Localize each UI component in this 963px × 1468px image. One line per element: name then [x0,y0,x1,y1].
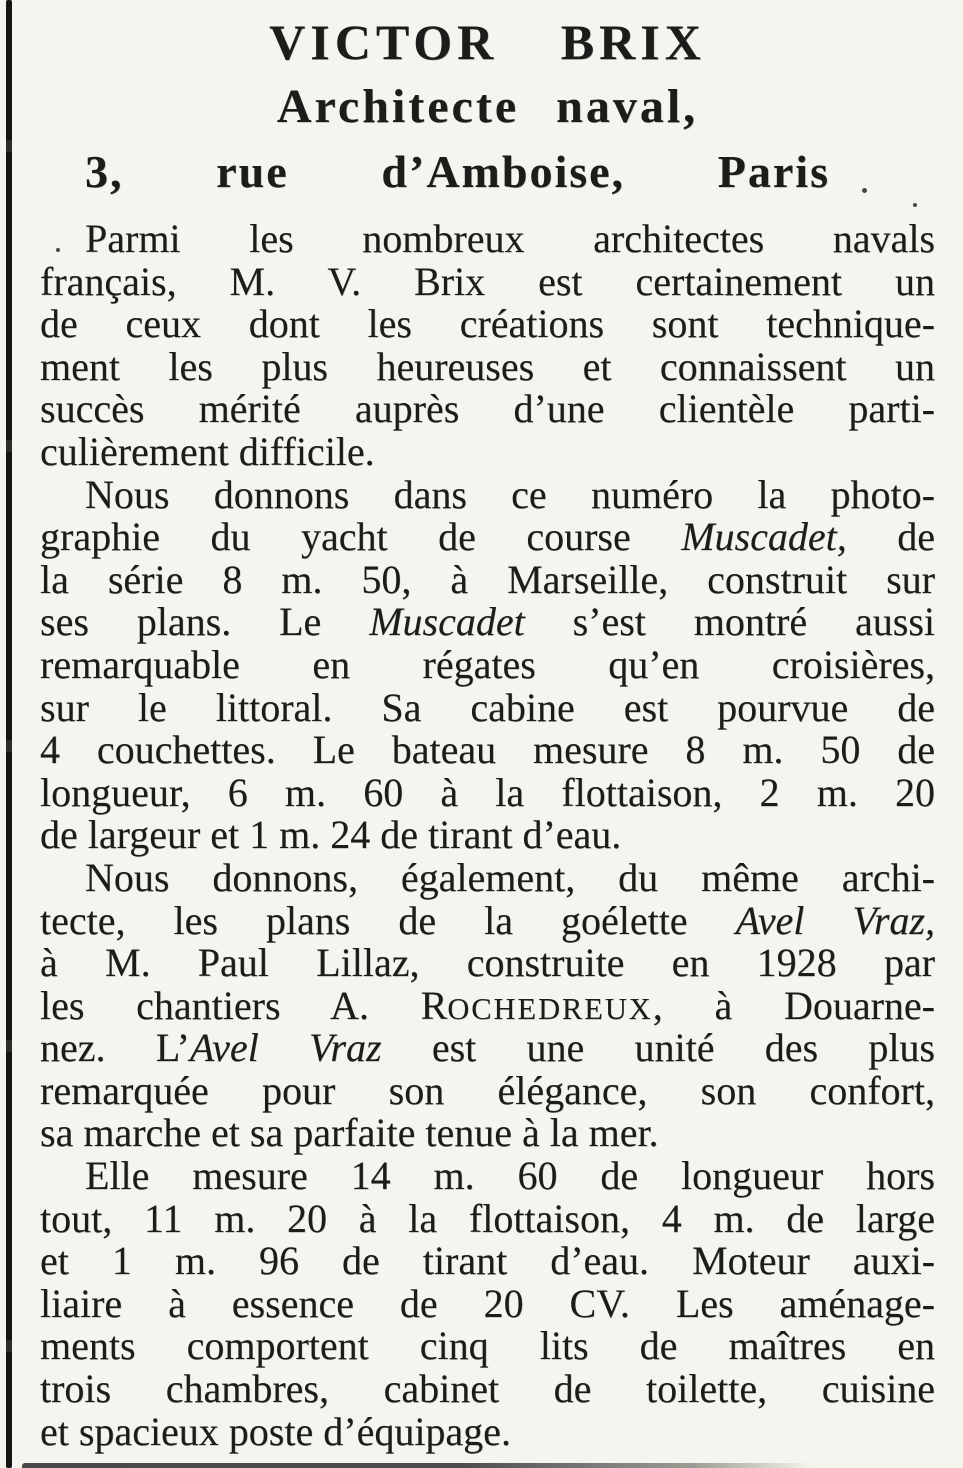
ink-speck [862,188,867,193]
text-line [40,1368,935,1411]
text-segment: Muscadet [369,599,525,645]
text-line [40,516,935,559]
article-body [40,218,935,1453]
text-segment: de largeur et 1 m. 24 de tirant d’eau. [40,812,622,858]
text-line [40,982,935,1028]
text-segment: Parmi les nombreux architectes navals [85,216,935,261]
text-segment: les chantiers A. R [40,982,448,1028]
text-segment: trois chambres, cabinet de toilette, cuisine [40,1366,935,1412]
text-segment: s’est montré aussi [524,599,935,645]
text-line [40,1027,935,1070]
text-line [40,897,936,943]
text-line [40,1155,935,1198]
text-segment: OCHEDREUX [447,991,653,1026]
article-subtitle: Architecte naval, [276,80,699,133]
ink-speck [56,248,60,252]
text-segment: français, M. V. Brix est certainement un [40,258,935,304]
text-segment: longueur, 6 m. 60 à la flottaison, 2 m. 20 [40,769,935,815]
text-segment: et 1 m. 96 de tirant d’eau. Moteur auxi- [40,1238,935,1284]
text-line [40,1112,935,1155]
text-line [40,942,935,985]
text-segment: nez. L’ [40,1025,190,1071]
text-segment: 4 couchettes. Le bateau mesure 8 m. 50 de [40,727,935,773]
text-line [40,1325,935,1368]
text-segment: la série 8 m. 50, à Marseille, construit sur [40,556,935,602]
text-segment: remarquable en régates qu’en croisières, [40,641,935,687]
text-segment: de [846,514,935,560]
article-title: VICTOR BRIX [269,14,706,70]
text-line [40,854,935,900]
text-line [40,556,935,602]
text-segment: liaire à essence de 20 CV. Les aménage- [40,1280,935,1326]
text-line [40,1280,935,1326]
text-line [40,641,935,687]
text-segment: et spacieux poste d’équipage. [40,1408,511,1454]
text-line [40,769,935,815]
text-segment: remarquée pour son élégance, son confort, [40,1067,935,1113]
text-line [40,218,935,261]
text-segment: Nous donnons dans ce numéro la photo- [85,471,935,517]
text-line [40,258,935,304]
text-line [40,471,935,517]
text-segment: tecte, les plans de la goélette [40,897,736,943]
text-segment: tout, 11 m. 20 à la flottaison, 4 m. de large [40,1195,935,1241]
text-line [40,684,935,730]
article-address: 3, rue d’Amboise, Paris [85,146,830,197]
text-segment: succès mérité auprès d’une clientèle parti- [40,386,935,432]
text-line [40,1408,935,1454]
ink-speck [913,203,917,207]
article [40,14,935,1453]
text-line [40,729,935,772]
text-line [40,303,935,346]
text-segment: culièrement difficile. [40,428,375,474]
text-segment: , à Douarne- [652,982,935,1028]
text-line [40,1240,935,1283]
text-segment: ments comportent cinq lits de maîtres en [40,1323,935,1369]
text-segment: ses plans. Le [40,599,370,645]
text-segment: graphie du yacht de course [40,514,682,560]
text-segment: est une unité des plus [381,1025,936,1071]
text-segment: sa marche et sa parfaite tenue à la mer. [40,1110,659,1156]
text-segment: de ceux dont les créations sont technique- [40,301,935,347]
text-segment: Elle mesure 14 m. 60 de longueur hors [85,1153,935,1199]
text-line [40,1067,935,1113]
text-line [40,601,935,644]
text-segment: sur le littoral. Sa cabine est pourvue de [40,684,935,730]
text-line [40,1195,935,1241]
text-segment: Muscadet, [681,514,847,560]
text-segment: Avel Vraz [189,1025,382,1071]
text-line [40,428,935,474]
text-segment: ment les plus heureuses et connaissent un [40,343,935,389]
text-line [40,343,935,389]
text-segment: à M. Paul Lillaz, construite en 1928 par [40,940,935,986]
text-segment: Avel Vraz, [735,897,936,943]
text-segment: Nous donnons, également, du même archi- [85,854,935,900]
bottom-rule [22,1463,812,1468]
text-line [40,388,935,431]
text-line [40,814,935,857]
left-column-rule [6,0,12,1468]
